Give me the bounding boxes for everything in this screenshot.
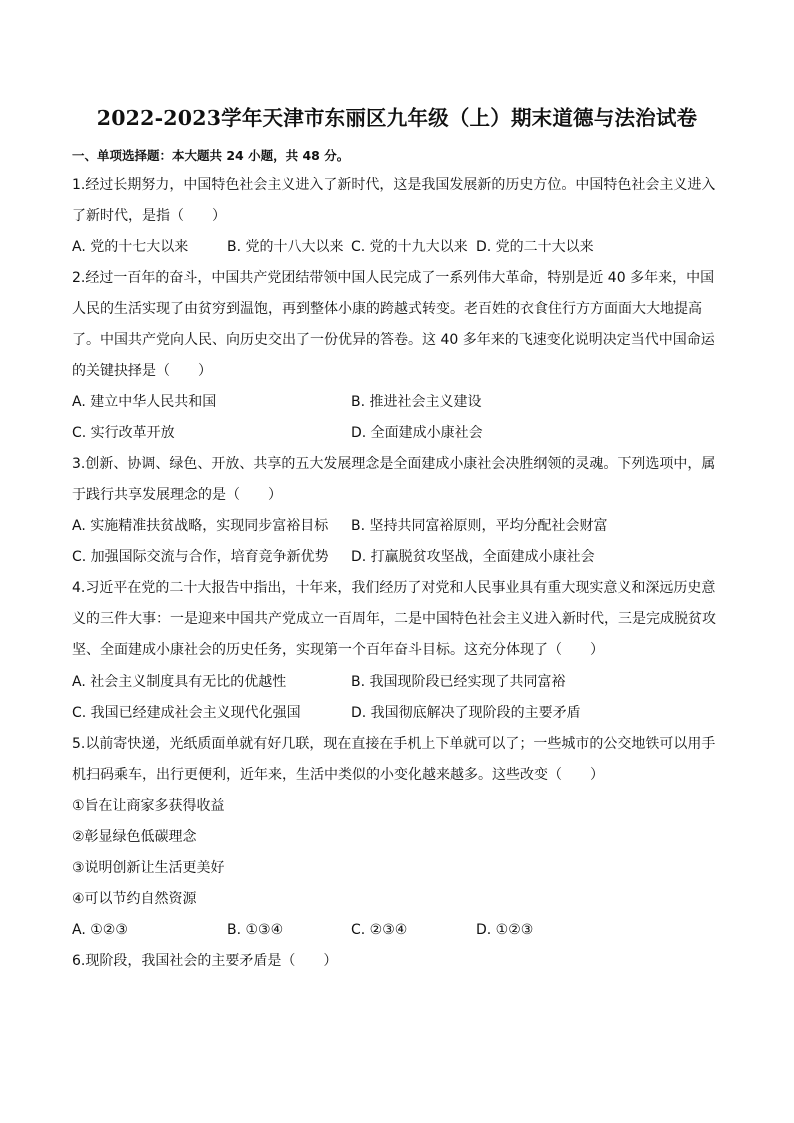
question-6-line-1: 6.现阶段，我国社会的主要矛盾是（ ） bbox=[72, 953, 338, 969]
question-5-item-1: ①旨在让商家多获得收益 bbox=[72, 798, 225, 814]
question-1-line-1: 1.经过长期努力，中国特色社会主义进入了新时代，这是我国发展新的历史方位。中国特色社会主义进入 bbox=[72, 177, 716, 193]
question-1-option-a: A. 党的十七大以来 bbox=[72, 239, 189, 255]
question-1-option-c: C. 党的十九大以来 bbox=[351, 239, 468, 255]
question-5-line-2: 机扫码乘车，出行更便利，近年来，生活中类似的小变化越来越多。这些改变（ ） bbox=[72, 767, 604, 783]
question-4-option-c: C. 我国已经建成社会主义现代化强国 bbox=[72, 705, 301, 721]
question-5-option-b: B. ①③④ bbox=[227, 922, 284, 938]
question-4-option-d: D. 我国彻底解决了现阶段的主要矛盾 bbox=[351, 705, 581, 721]
question-3-option-c: C. 加强国际交流与合作，培育竞争新优势 bbox=[72, 549, 329, 565]
question-1-option-b: B. 党的十八大以来 bbox=[227, 239, 344, 255]
question-2-option-b: B. 推进社会主义建设 bbox=[351, 394, 482, 410]
question-3-option-d: D. 打赢脱贫攻坚战，全面建成小康社会 bbox=[351, 549, 595, 565]
question-2-line-1: 2.经过一百年的奋斗，中国共产党团结带领中国人民完成了一系列伟大革命，特别是近 40 多年来，中国 bbox=[72, 270, 715, 286]
question-3-option-a: A. 实施精准扶贫战略，实现同步富裕目标 bbox=[72, 518, 329, 534]
question-4-option-b: B. 我国现阶段已经实现了共同富裕 bbox=[351, 674, 566, 690]
question-3-line-1: 3.创新、协调、绿色、开放、共享的五大发展理念是全面建成小康社会决胜纲领的灵魂。下列选项中，属 bbox=[72, 456, 716, 472]
section-heading: 一、单项选择题：本大题共 24 小题，共 48 分。 bbox=[72, 148, 350, 163]
question-5-option-a: A. ①②③ bbox=[72, 922, 128, 938]
question-2-line-2: 人民的生活实现了由贫穷到温饱，再到整体小康的跨越式转变。老百姓的衣食住行方方面面大大地提高 bbox=[72, 301, 702, 317]
question-5-line-1: 5.以前寄快递，光纸质面单就有好几联，现在直接在手机上下单就可以了；一些城市的公交地铁可以用手 bbox=[72, 736, 716, 752]
question-5-item-2: ②彰显绿色低碳理念 bbox=[72, 829, 197, 845]
question-5-option-c: C. ②③④ bbox=[351, 922, 408, 938]
question-4-line-1: 4.习近平在党的二十大报告中指出，十年来，我们经历了对党和人民事业具有重大现实意义和深远历史意 bbox=[72, 580, 716, 596]
question-1-line-2: 了新时代，是指（ ） bbox=[72, 208, 226, 224]
question-2-line-4: 的关键抉择是（ ） bbox=[72, 363, 212, 379]
question-4-line-3: 坚、全面建成小康社会的历史任务，实现第一个百年奋斗目标。这充分体现了（ ） bbox=[72, 642, 604, 658]
question-2-option-d: D. 全面建成小康社会 bbox=[351, 425, 483, 441]
question-5-option-d: D. ①②③ bbox=[476, 922, 534, 938]
question-3-option-b: B. 坚持共同富裕原则，平均分配社会财富 bbox=[351, 518, 608, 534]
question-2-option-a: A. 建立中华人民共和国 bbox=[72, 394, 217, 410]
question-4-line-2: 义的三件大事：一是迎来中国共产党成立一百周年，二是中国特色社会主义进入新时代，三是完成脱贫攻 bbox=[72, 611, 716, 627]
exam-title: 2022-2023学年天津市东丽区九年级（上）期末道德与法治试卷 bbox=[96, 106, 698, 130]
question-3-line-2: 于践行共享发展理念的是（ ） bbox=[72, 487, 282, 503]
question-1-option-d: D. 党的二十大以来 bbox=[476, 239, 594, 255]
question-4-option-a: A. 社会主义制度具有无比的优越性 bbox=[72, 674, 287, 690]
question-2-line-3: 了。中国共产党向人民、向历史交出了一份优异的答卷。这 40 多年来的飞速变化说明决定当代中国命运 bbox=[72, 332, 715, 348]
question-5-item-3: ③说明创新让生活更美好 bbox=[72, 860, 225, 876]
question-2-option-c: C. 实行改革开放 bbox=[72, 425, 175, 441]
question-5-item-4: ④可以节约自然资源 bbox=[72, 891, 197, 907]
